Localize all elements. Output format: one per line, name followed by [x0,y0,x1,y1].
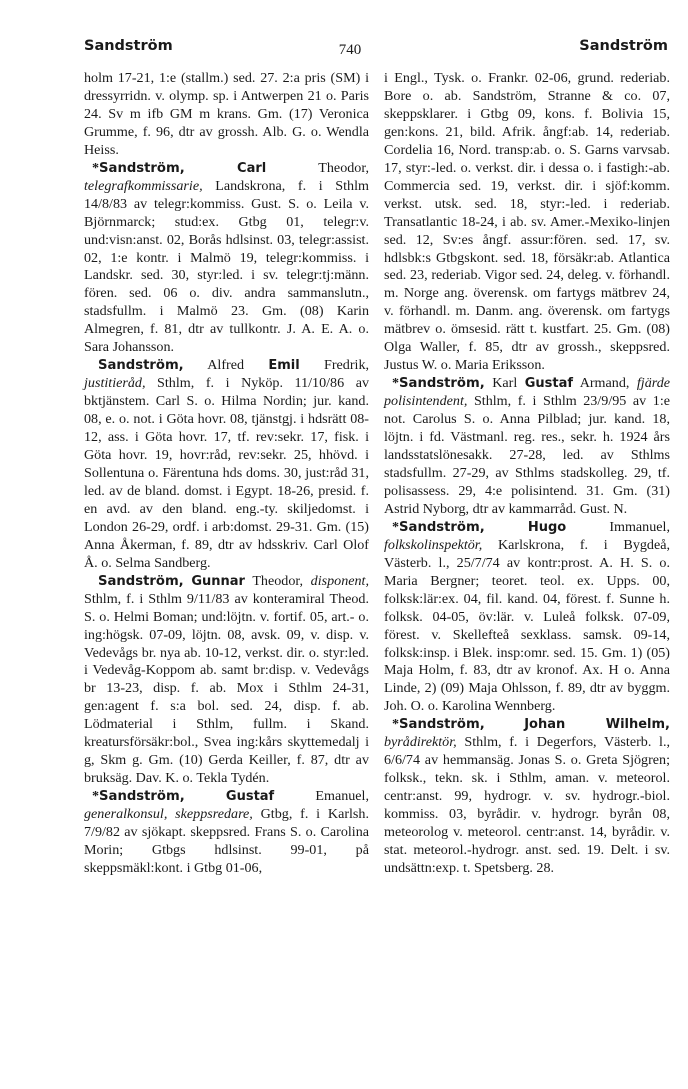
entry-surname: Sandström, [399,519,485,535]
entry-title: telegrafkommissarie, [84,177,203,194]
entry-given-bold: Johan Wilhelm, [524,717,670,733]
entry-given-rest: Emanuel, [315,788,369,805]
entry-given-bold: Gustaf [225,789,275,805]
entry-alfred-emil [84,357,369,572]
continuation-text [84,70,369,160]
entry-body: Gtbg, f. i Karlsh. 7/9/82 av sjökapt. skeppsred. Frans S. o. Carolina Morin; Gtbgs hdlsinst. 99-01, på skeppsmäkl:kont. i Gtbg 01-06, [84,806,369,876]
continuation-body: i Engl., Tysk. o. Frankr. 02-06, grund. rederiab. Bore o. ab. Sandström, Stranne & co. 07, skeppsklarer. i Gtbg 09, kons. f. Bolivia 15, gen:kons. 21, bild. Afrik. ångf:ab. 14, rederiab. Cordelia 16, Nord. transp:ab. o. S. Garns varvsab. 17, styr:-led. o. verkst. dir. i dessa o. i fastigh:-ab. Commercia sed. 19, verkst. dir. i sjöf:komm. verkst. utsk. sed. 18, styr:-led. i rederiab. Transatlantic 18-24, i ab. sv. Amer.-Mexiko-linjen sed. 12, Sv:es ångf. assur:fören. sed. 17, sv. hdlsbk:s Gtbgskont. sed. 18, försäkr:ab. Atlantica sed. 23, rederiab. Vigor sed. 24, deleg. v. förhandl. m. Norge ang. överensk. om fartygs mätbrev 24, v. förhandl. m. Danm. ang. överensk. om fartygs mätbrev o. ömsesid. rätt t. kustfart. 25. Gm. (08) Olga Waller, f. 85, dtr av grossh., skeppsred. Justus W. o. Maria Eriksson. [384,70,670,374]
entry-gunnar-theodor [84,573,369,788]
entry-surname: Sandström, [98,358,184,374]
page-header [0,38,688,62]
entry-body: Sthlm, f. i Sthlm 23/9/95 av 1:e not. Carolus S. o. Anna Pilblad; jur. kand. 18, löjtn. i fd. Västmanl. reg. res., sekr. h. 1924 års landsstatslönesakk. 27-28, led. av Sthlms stadsfullm. 27-29, av Sthlms stadskolleg. 29, tf. polisassess. 29, 4:e polisintend. 31. Gm. (31) Astrid Nyborg, dtr av kammarråd. Gust. N. [384,393,670,517]
entry-given-bold: Emil [268,358,300,374]
header-right-title: Sandström [579,38,668,54]
entry-body: Karlskrona, f. i Bygdeå, Västerb. l., 25/7/74 av kontr:prost. A. H. S. o. Maria Bergner; teoret. teol. ex. Upps. 00, folksk:lär:ex. 04, fil. kand. 04, förest. f. Sunne h. folksk. 04-05, öv:lär. v. Luleå folksk. 07-09, förest. v. Skellefteå sexklass. samsk. 09-14, folksk:insp. i Blek. insp:omr. sed. 15. Gm. 1) (05) Maja Holm, f. 83, dtr av kronof. Ax. H o. Anna Linde, 2) (09) Maja Ohlsson, f. 89, dtr av byggm. Joh. O. o. Karolina Wennberg. [384,536,671,715]
entry-given-rest: Fredrik, [324,357,370,374]
entry-surname: Sandström, [98,573,184,589]
entry-body: Sthlm, f. i Nyköp. 11/10/86 av bktjänstem. Carl S. o. Hilma Nordin; jur. kand. 08, e. o. not. i Göta hovr. 08, tjänstgj. i hdsrätt 08-12, ass. i Göta hovr. 17, tf. rev:sekr. 17, fisk. i Göta hovr. 19, hovr:råd, rev:sekr. 25, hhövd. i Sollentuna o. Färentuna hds doms. 30, just:råd 31, led. av de bland. domst. i Egypt. 18-26, presid. f. en avd. av den bland. eng.-ty. skiljedomst. i London 26-29, ordf. i arb:domst. 29-31. Gm. (15) Anna Åkerman, f. 89, dtr av hdsskriv. Carl Olof Å. o. Selma Sandberg. [84,375,370,571]
entry-star: * [92,788,100,805]
entry-given-bold: Hugo [527,519,567,535]
entry-given-bold: Gustaf [524,376,574,392]
entry-given-bold: Gunnar [191,573,245,589]
entry-given-rest: Theodor, [252,572,304,589]
entry-title: generalkonsul, skeppsredare, [84,806,253,823]
entry-hugo-immanuel [384,519,670,716]
entry-body: Landskrona, f. i Sthlm 14/8/83 av telegr:kommiss. Gust. S. o. Leila v. Björnmarck; stud:ex. Gtbg 01, telegr:v. und:visn:anst. 02, Borås hdlsinst. 03, telegr:assist. 02, 1:e kontr. i Malmö 19, telegr:kommiss. i Landskr. sed. 30, styr:led. i sv. telegr:tj:männ. fören. sed. 06 o. div. andra sammanslutn., stadsfullm. i Malmö 23. Gm. (08) Karin Almegren, f. 81, dtr av tullkontr. J. A. E. A. o. Sara Johansson. [84,177,369,356]
entry-surname: Sandström, [399,717,485,733]
entry-title: disponent, [310,572,369,589]
entry-gustaf-emanuel [84,788,369,878]
entry-surname: Sandström, [99,789,185,805]
entry-given-bold: Carl [237,160,267,176]
entry-given-rest: Theodor, [318,159,369,176]
entry-body: Sthlm, f. i Degerfors, Västerb. l., 6/6/74 av hemmansäg. Jonas S. o. Greta Sjögren; folksk., tekn. sk. i Sthlm, aman. v. meteorol. centr:anst. 99, hydrogr. v. sv. hydrogr.-biol. kommiss. 03, byrådir. v. hydrogr. byrån 08, meteorolog v. meteorol. centr:anst. 14, byrådir. v. stat. meteorol.-hydrogr. anst. sed. 19. Delt. i sv. undsättn:exp. t. Spetsberg. 28. [384,734,670,876]
entry-surname: Sandström, [99,160,185,176]
entry-body: Sthlm, f. i Sthlm 9/11/83 av konteramiral Theod. S. o. Helmi Boman; und:löjtn. v. fortif. 05, art.- o. ing:högsk. 07-09, löjtn. 08, avsk. 09, v. disp. v. Vedevågs br. nya ab. 10-12, verkst. dir. o. styr:led. i Vedevåg-Koppom ab. samt br:disp. v. Vedevågs br 13-23, disp. f. ab. Mox i Sthlm 24-31, gen:agent f. s:a bol. sed. 24, disp. f. ab. Lödmaterial i Sthlm, fullm. i Skand. kreatursförsäkr:bol., Svea ing:kårs skyttemedalj i g, Skm g. Gm. (10) Gerda Keiller, f. 87, dtr av bruksäg. Dav. K. o. Tekla Tydén. [84,590,369,787]
entry-karl-gustaf [384,375,670,519]
header-left-title: Sandström [84,38,173,54]
entry-title: fjärde polisintendent, [384,375,671,410]
entry-carl-theodor [84,160,369,357]
continuation-text [384,70,670,375]
entry-given-pre: Karl [492,375,518,392]
entry-star: * [92,159,100,176]
right-column [384,70,670,878]
entry-title: byrådirektör, [384,734,457,751]
entry-star: * [392,375,400,392]
entry-given-pre: Alfred [207,357,245,374]
left-column [84,70,369,878]
page-number: 740 [338,42,362,58]
entry-star: * [392,518,400,535]
entry-given-rest: Immanuel, [609,518,670,535]
entry-star: * [392,716,400,733]
entry-johan-wilhelm [384,716,670,878]
entry-title: justitieråd, [84,375,146,392]
continuation-body: holm 17-21, 1:e (stallm.) sed. 27. 2:a pris (SM) i dressyrridn. v. olymp. sp. i Antwerpen 21 o. Paris 24. Sv m ifb GM m krans. Gm. (17) Veronica Grumme, f. 96, dtr av grossh. Alb. G. o. Wendla Heiss. [84,70,369,158]
entry-title: folkskolinspektör, [384,536,483,553]
entry-surname: Sandström, [399,376,485,392]
entry-given-rest: Armand, [579,375,630,392]
